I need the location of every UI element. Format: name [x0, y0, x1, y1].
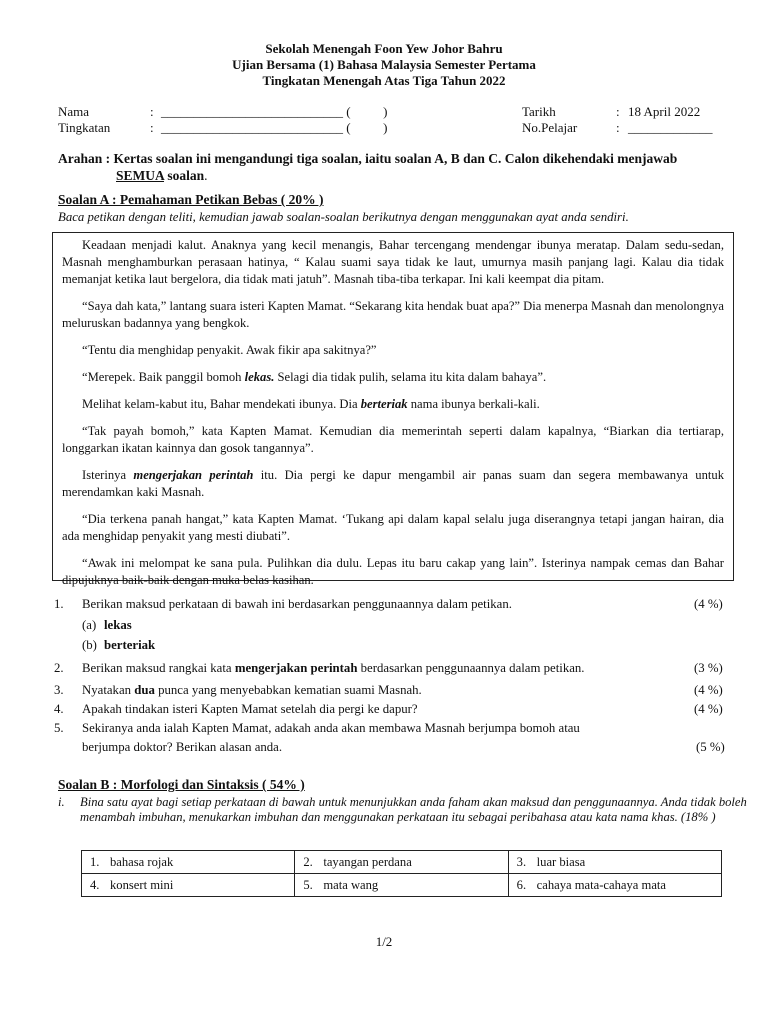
question-number: 1.: [54, 597, 64, 611]
section-b-heading: Soalan B : Morfologi dan Sintaksis ( 54% ): [58, 777, 305, 792]
colon: :: [616, 120, 620, 135]
question-marks: (4 %): [694, 702, 723, 716]
passage-text: nama ibunya berkali-kali.: [407, 397, 540, 411]
question-marks: (4 %): [694, 683, 723, 697]
subsection-number: i.: [58, 795, 65, 809]
passage-paragraph: “Awak ini melompat ke sana pula. Pulihkan dia dulu. Lepas itu baru cakap yang lain”. Isterinya nampak cemas dan Bahar dipujuknya baik-baik dengan muka belas kasihan.: [62, 556, 724, 587]
nama-field[interactable]: ____________________________ ( ): [161, 104, 388, 119]
question-keyword: dua: [134, 683, 155, 697]
question-text: [82, 682, 422, 698]
word-table: [81, 850, 722, 897]
passage-paragraph: [62, 369, 724, 386]
passage-paragraph: Keadaan menjadi kalut. Anaknya yang kecil menangis, Bahar tercengang mendengar ibunya meratap. Dalam sedu-sedan, Masnah menghamburkan perasaan hatinya, “ Kalau suami saya tidak ke laut, umurnya masih panjang lagi. Kalau dia tidak memanjat ketika laut bergelora, dia tidak mati jatuh”. Masnah tiba-tiba terkapar. Ini kali keempat dia pitam.: [62, 238, 724, 286]
subsection-instruction: Bina satu ayat bagi setiap perkataan di bawah untuk menunjukkan anda faham akan maksud dan penggunaannya. Anda tidak boleh menambah imbuhan, menukarkan imbuhan dan menggunakan perkataan itu sebagai peribahasa atau kata nama khas. (18% ): [80, 795, 747, 824]
highlight-word-lekas: lekas.: [244, 370, 275, 384]
subquestion-word: berteriak: [104, 638, 156, 652]
passage-paragraph: “Dia terkena panah hangat,” kata Kapten Mamat. ‘Tukang api dalam kapal selalu juga diserangnya tetapi jangan hairan, dia ada menghidap penyakit yang mesti diubati”.: [62, 512, 724, 543]
word-number: 6.: [516, 877, 527, 892]
passage-text: Isterinya: [82, 468, 134, 482]
question-number: 4.: [54, 702, 64, 716]
word-number: 5.: [303, 877, 313, 892]
question-marks: (4 %): [694, 597, 723, 611]
section-a-heading: Soalan A : Pemahaman Petikan Bebas: [58, 192, 278, 207]
word-number: 1.: [90, 854, 100, 869]
passage-paragraph: “Saya dah kata,” lantang suara isteri Kapten Mamat. “Sekarang kita hendak buat apa?” Dia menerpa Masnah dan menolongnya meluruskan badannya yang bengkok.: [62, 299, 724, 330]
passage-paragraph: [62, 467, 724, 501]
question-marks: (5 %): [696, 740, 725, 754]
question-number: 2.: [54, 661, 64, 675]
question-text-part: Berikan maksud rangkai kata: [82, 661, 235, 675]
table-cell: [295, 874, 508, 897]
word-item: mata wang: [323, 877, 379, 892]
passage-paragraph: “Tak payah bomoh,” kata Kapten Mamat. Kemudian dia memerintah seperti dalam kapalnya, “Biarkan dia tertiarap, longgarkan ikatan kainnya dan gosok tangannya”.: [62, 424, 724, 455]
question-text-part: punca yang menyebabkan kematian suami Masnah.: [154, 683, 422, 697]
question-text: Berikan maksud perkataan di bawah ini berdasarkan penggunaannya dalam petikan.: [82, 597, 512, 611]
question-text: berjumpa doktor? Berikan alasan anda.: [82, 740, 283, 754]
word-item: bahasa rojak: [110, 854, 174, 869]
table-cell: [508, 851, 721, 874]
question-keyword: mengerjakan perintah: [234, 661, 358, 675]
word-number: 2.: [303, 854, 313, 869]
question-number: 3.: [54, 683, 64, 697]
question-text: Apakah tindakan isteri Kapten Mamat setelah dia pergi ke dapur?: [82, 702, 418, 716]
word-number: 3.: [516, 854, 527, 869]
question-number: 5.: [54, 721, 64, 735]
nopelajar-label: No.Pelajar: [522, 120, 578, 135]
nama-label: Nama: [58, 104, 90, 119]
question-text: [82, 660, 585, 676]
subquestion-word: lekas: [104, 618, 132, 632]
subquestion-label: (a): [82, 618, 97, 632]
tarikh-value: 18 April 2022: [628, 104, 701, 119]
exam-header: [0, 41, 768, 89]
tingkatan-field[interactable]: ____________________________ ( ): [161, 120, 388, 135]
page-number: 1/2: [375, 934, 393, 949]
passage-paragraph: “Tentu dia menghidap penyakit. Awak fikir apa sakitnya?”: [82, 343, 377, 357]
instructions: [58, 150, 738, 184]
section-a-instruction: Baca petikan dengan teliti, kemudian jawab soalan-soalan berikutnya dengan menggunakan ayat anda sendiri.: [58, 210, 629, 224]
table-cell: [82, 851, 295, 874]
table-cell: [295, 851, 508, 874]
colon: :: [616, 104, 620, 119]
passage-text: itu. Dia pergi ke dapur mengambil air panas suam dan segera membawanya untuk merendamkan kaki Masnah.: [62, 468, 724, 499]
question-text-part: berdasarkan penggunaannya dalam petikan.: [357, 661, 585, 675]
word-item: tayangan perdana: [323, 854, 412, 869]
question-marks: (3 %): [694, 661, 723, 675]
tarikh-label: Tarikh: [522, 104, 556, 119]
table-row: [82, 851, 722, 874]
soalan-text: soalan: [164, 168, 205, 183]
passage-text: Selagi dia tidak pulih, selama itu kita dalam bahaya”.: [274, 370, 547, 384]
school-name: Sekolah Menengah Foon Yew Johor Bahru: [265, 41, 503, 56]
exam-level: Tingkatan Menengah Atas Tiga Tahun 2022: [262, 73, 506, 88]
colon: :: [150, 104, 154, 119]
exam-title: Ujian Bersama (1) Bahasa Malaysia Semester Pertama: [232, 57, 536, 72]
word-item: konsert mini: [110, 877, 174, 892]
passage-text: Melihat kelam-kabut itu, Bahar mendekati ibunya. Dia: [82, 397, 361, 411]
question-text: Sekiranya anda ialah Kapten Mamat, adakah anda akan membawa Masnah berjumpa bomoh atau: [82, 721, 580, 735]
instructions-line2: [58, 167, 738, 184]
word-item: cahaya mata-cahaya mata: [536, 877, 667, 892]
section-b-title: [58, 777, 305, 793]
instructions-line1: Arahan : Kertas soalan ini mengandungi tiga soalan, iaitu soalan A, B dan C. Calon dikehendaki menjawab: [58, 151, 678, 166]
colon: :: [150, 120, 154, 135]
passage-text: “Merepek. Baik panggil bomoh: [82, 370, 245, 384]
section-a-title: [58, 192, 324, 208]
highlight-word-berteriak: berteriak: [360, 397, 408, 411]
passage-paragraph: [62, 396, 724, 413]
table-row: [82, 874, 722, 897]
table-cell: [82, 874, 295, 897]
table-cell: [508, 874, 721, 897]
section-a-percent: ( 20% ): [277, 192, 324, 207]
passage-box: [52, 232, 734, 587]
semua-text: SEMUA: [116, 168, 165, 183]
nopelajar-field[interactable]: _____________: [628, 120, 713, 135]
subquestion-label: (b): [82, 638, 97, 652]
word-number: 4.: [90, 877, 100, 892]
highlight-phrase: mengerjakan perintah: [133, 468, 254, 482]
word-item: luar biasa: [536, 854, 586, 869]
question-text-part: Nyatakan: [82, 683, 135, 697]
period: .: [204, 168, 208, 183]
tingkatan-label: Tingkatan: [58, 120, 111, 135]
